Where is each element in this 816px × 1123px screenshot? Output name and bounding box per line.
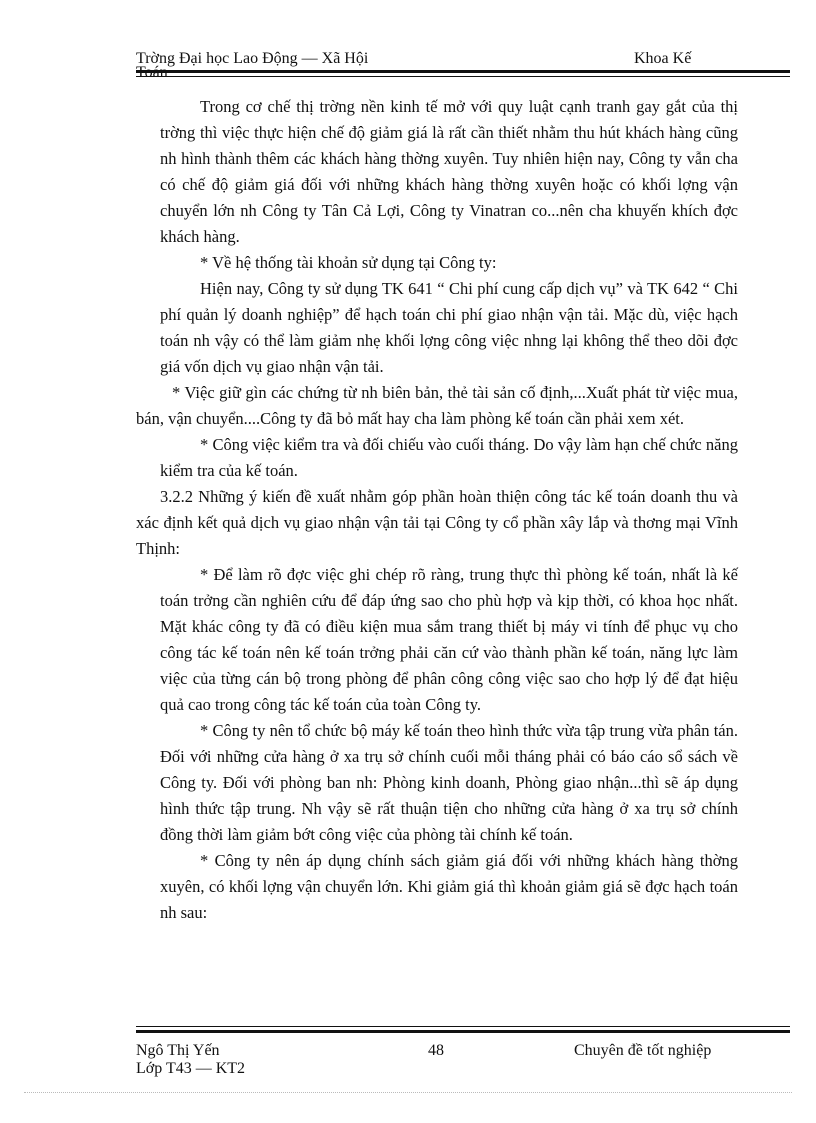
- document-body: [136, 94, 738, 926]
- header-faculty-continued: [136, 64, 168, 82]
- paragraph-accounting-organization: * Công ty nên tổ chức bộ máy kế toán theo hình thức vừa tập trung vừa phân tán. Đối với những cửa hàng ở xa trụ sở chính cuối mỗi tháng phải có báo cáo sổ sách về Công ty. Đối với phòng ban nh: Phòng kinh doanh, Phòng giao nhận...thì sẽ áp dụng hình thức tập trung. Nh vậy sẽ rất thuận tiện cho những cửa hàng ở xa trụ sở chính đồng thời làm giảm bớt công việc của phòng tài chính kế toán.: [160, 721, 738, 844]
- header-university: Trờng Đại học Lao Động — Xã Hội: [136, 50, 369, 67]
- footer-class: Lớp T43 — KT2: [136, 1060, 246, 1077]
- section-heading-3-2-2: 3.2.2 Những ý kiến đề xuất nhằm góp phần hoàn thiện công tác kế toán doanh thu và xác định kết quả dịch vụ giao nhận vận tải tại Công ty cổ phần xây lắp và thơng mại Vĩnh Thịnh:: [136, 487, 738, 558]
- paragraph-discount-policy: * Công ty nên áp dụng chính sách giảm giá đối với những khách hàng thờng xuyên, có khối lợng vận chuyển lớn. Khi giảm giá thì khoản giảm giá sẽ đợc hạch toán nh sau:: [160, 851, 738, 922]
- paragraph-price-discount: Trong cơ chế thị trờng nền kinh tế mở với quy luật cạnh tranh gay gắt của thị trờng thì việc thực hiện chế độ giảm giá là rất cần thiết nhằm thu hút khách hàng cũng nh hình thành thêm các khách hàng thờng xuyên. Tuy nhiên hiện nay, Công ty vẫn cha có chế độ giảm giá đối với những khách hàng thờng xuyên hoặc có khối lợng vận chuyển lớn nh Công ty Tân Cả Lợi, Công ty Vinatran co...nên cha khuyến khích đợc khách hàng.: [160, 97, 738, 246]
- paragraph-accounts-used: Hiện nay, Công ty sử dụng TK 641 “ Chi phí cung cấp dịch vụ” và TK 642 “ Chi phí quản lý doanh nghiệp” để hạch toán chi phí giao nhận vận tải. Mặc dù, việc hạch toán nh vậy có thể làm giảm nhẹ khối lợng công việc nhng lại không thể theo dõi đợc giá vốn dịch vụ giao nhận vận tải.: [160, 279, 738, 376]
- footer-rule-thin: [136, 1026, 790, 1027]
- paragraph-document-keeping: * Việc giữ gìn các chứng từ nh biên bản, thẻ tài sản cố định,...Xuất phát từ việc mua, bán, vận chuyển....Công ty đã bỏ mất hay cha làm phòng kế toán cần phải xem xét.: [136, 383, 738, 428]
- page-bottom-dotted-border: [24, 1092, 792, 1093]
- header-rule-thin: [136, 76, 790, 77]
- footer-author: Ngô Thị Yến: [136, 1042, 220, 1059]
- header-rule-thick: [136, 70, 790, 73]
- footer-rule-thick: [136, 1030, 790, 1033]
- footer-thesis-title: Chuyên đề tốt nghiệp: [574, 1042, 712, 1059]
- header-faculty: Khoa Kế: [634, 50, 692, 67]
- paragraph-chief-accountant: * Để làm rõ đợc việc ghi chép rõ ràng, trung thực thì phòng kế toán, nhất là kế toán trởng cần nghiên cứu để đáp ứng sao cho phù hợp và kịp thời, có khoa học nhất. Mặt khác công ty đã có điều kiện mua sắm trang thiết bị máy vi tính để phục vụ cho công tác kế toán nên kế toán trởng phải căn cứ vào thành phần kế toán, năng lực làm việc của từng cán bộ trong phòng để phân công công việc sao cho hợp lý để đạt hiệu quả cao trong công tác kế toán của toàn Công ty.: [160, 565, 738, 714]
- paragraph-monthly-check: * Công việc kiểm tra và đối chiếu vào cuối tháng. Do vậy làm hạn chế chức năng kiểm tra của kế toán.: [160, 435, 738, 480]
- page-number: 48: [428, 1042, 444, 1059]
- paragraph-account-system-heading: * Về hệ thống tài khoản sử dụng tại Công ty:: [200, 253, 497, 272]
